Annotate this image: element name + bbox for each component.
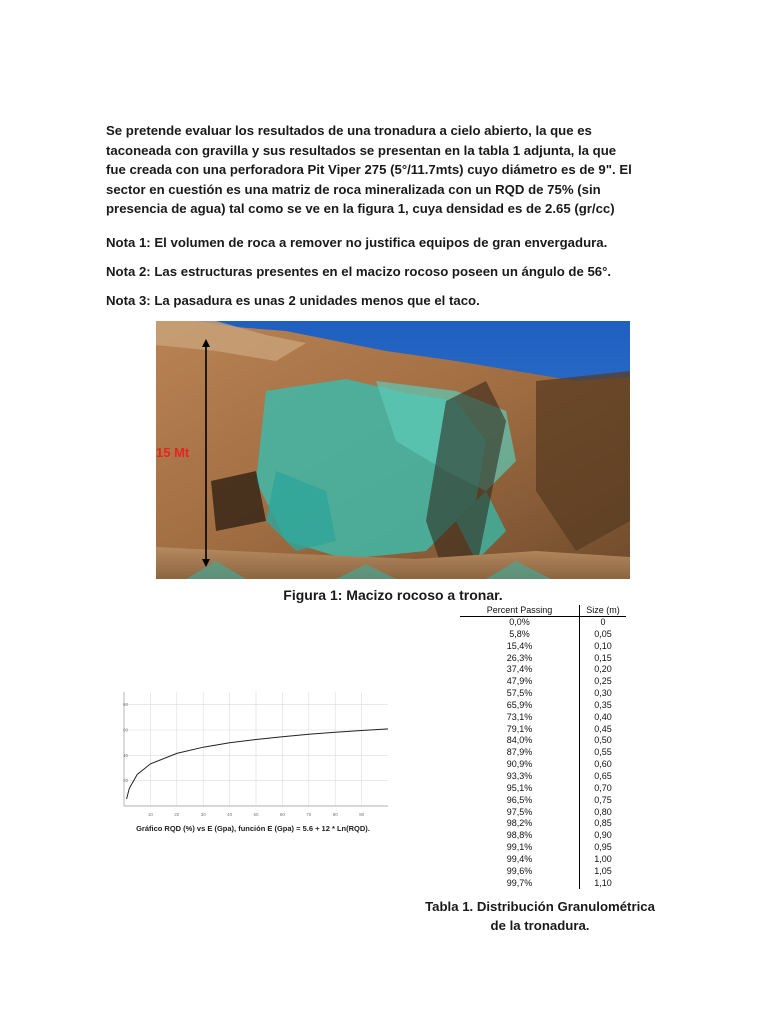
size-cell: 0,80 (580, 807, 627, 819)
table-row (460, 747, 626, 759)
percent-passing-cell: 0,0% (509, 617, 530, 627)
percent-passing-cell: 15,4% (506, 640, 533, 651)
percent-passing-cell: 96,5% (506, 794, 533, 805)
percent-passing-cell: 98,8% (506, 830, 533, 841)
percent-passing-cell: 87,9% (506, 747, 533, 758)
table-row (460, 795, 626, 807)
size-cell: 0,85 (580, 818, 627, 830)
table-caption-line-1: Tabla 1. Distribución Granulométrica (425, 899, 655, 914)
chart-x-tick-label: 50 (253, 812, 259, 817)
table-row (460, 866, 626, 878)
table-row (460, 759, 626, 771)
size-cell: 1,05 (580, 866, 627, 878)
table-row (460, 700, 626, 712)
chart-caption: Gráfico RQD (%) vs E (Gpa), función E (Gpa) = 5.6 + 12 * Ln(RQD). (136, 824, 370, 833)
table-row (460, 724, 626, 736)
size-cell: 0,05 (580, 629, 627, 641)
chart-x-tick-label: 90 (359, 812, 365, 817)
table-row (460, 688, 626, 700)
percent-passing-cell: 79,1% (506, 723, 533, 734)
percent-passing-cell: 5,8% (509, 628, 530, 639)
chart-x-tick-label: 30 (200, 812, 206, 817)
chart-y-tick-label: 80 (123, 702, 129, 708)
size-cell: 0,95 (580, 842, 627, 854)
percent-passing-cell: 37,4% (506, 664, 533, 675)
problem-statement: Se pretende evaluar los resultados de una tronadura a cielo abierto, la que es taconeada con gravilla y sus resultados se presentan en la tabla 1 adjunta, la que fue creada con una perforadora Pit Viper 275 (5°/11.7mts) cuyo diámetro es de 9". El sector en cuestión es una matriz de roca mineralizada con un RQD de 75% (sin presencia de agua) tal como se ve en la figura 1, cuya densidad es de 2.65 (gr/cc) (106, 123, 632, 216)
percent-passing-cell: 99,7% (506, 877, 533, 888)
table-row (460, 641, 626, 653)
percent-passing-cell: 97,5% (506, 806, 533, 817)
size-cell: 0,20 (580, 664, 627, 676)
table-caption-line-2: de la tronadura. (490, 918, 590, 933)
table-row (460, 617, 626, 629)
size-cell: 0,35 (580, 700, 627, 712)
percent-passing-cell: 26,3% (506, 652, 533, 663)
chart-x-tick-label: 40 (227, 812, 233, 817)
chart-y-tick-label: 20 (123, 778, 129, 784)
note-2: Nota 2: Las estructuras presentes en el macizo rocoso poseen un ángulo de 56°. (106, 264, 612, 279)
note-3: Nota 3: La pasadura es unas 2 unidades menos que el taco. (106, 293, 480, 308)
table-row (460, 783, 626, 795)
header-percent-passing: Percent Passing (460, 605, 580, 617)
chart-x-tick-label: 20 (174, 812, 180, 817)
size-cell: 0,40 (580, 712, 627, 724)
size-cell: 0,90 (580, 830, 627, 842)
table-row (460, 830, 626, 842)
percent-passing-cell: 98,2% (506, 818, 533, 829)
header-size: Size (m) (580, 605, 627, 617)
percent-passing-cell: 99,6% (506, 865, 533, 876)
rock-mass-illustration (156, 321, 630, 579)
granulometry-table (460, 605, 626, 889)
table-row (460, 818, 626, 830)
percent-passing-cell: 90,9% (506, 759, 533, 770)
rock-mass-photo (156, 321, 630, 579)
size-cell: 1,00 (580, 854, 627, 866)
size-cell: 0,30 (580, 688, 627, 700)
figure-caption: Figura 1: Macizo rocoso a tronar. (283, 587, 503, 603)
table-row (460, 676, 626, 688)
size-cell: 0,15 (580, 653, 627, 665)
size-cell: 0,25 (580, 676, 627, 688)
size-cell: 0,45 (580, 724, 627, 736)
chart-y-tick-label: 40 (123, 752, 129, 758)
size-cell: 0,55 (580, 747, 627, 759)
size-cell: 1,10 (580, 878, 627, 890)
size-cell: 0 (580, 617, 627, 629)
table-row (460, 854, 626, 866)
percent-passing-cell: 99,1% (506, 842, 533, 853)
table-row (460, 712, 626, 724)
percent-passing-cell: 95,1% (506, 782, 533, 793)
table-row (460, 664, 626, 676)
percent-passing-cell: 65,9% (506, 699, 533, 710)
size-cell: 0,65 (580, 771, 627, 783)
rqd-chart (108, 688, 398, 838)
table-caption (425, 897, 655, 935)
size-cell: 0,50 (580, 735, 627, 747)
percent-passing-cell: 73,1% (506, 711, 533, 722)
chart-x-tick-label: 70 (306, 812, 312, 817)
percent-passing-cell: 57,5% (506, 688, 533, 699)
note-1: Nota 1: El volumen de roca a remover no justifica equipos de gran envergadura. (106, 235, 608, 250)
table-row (460, 771, 626, 783)
table-row (460, 735, 626, 747)
table-row (460, 629, 626, 641)
chart-x-tick-label: 10 (147, 812, 153, 817)
table-row (460, 842, 626, 854)
chart-y-tick-label: 60 (123, 727, 129, 733)
percent-passing-cell: 84,0% (506, 735, 533, 746)
rqd-chart-svg (108, 688, 398, 828)
size-cell: 0,10 (580, 641, 627, 653)
size-cell: 0,75 (580, 795, 627, 807)
height-label: 15 Mt (156, 445, 190, 460)
chart-x-tick-label: 80 (332, 812, 338, 817)
size-cell: 0,60 (580, 759, 627, 771)
percent-passing-cell: 99,4% (506, 853, 533, 864)
size-cell: 0,70 (580, 783, 627, 795)
table-row (460, 807, 626, 819)
percent-passing-cell: 93,3% (506, 770, 533, 781)
chart-series-line (127, 729, 388, 799)
table-row (460, 878, 626, 890)
chart-x-tick-label: 60 (279, 812, 285, 817)
percent-passing-cell: 47,9% (506, 676, 533, 687)
table-row (460, 653, 626, 665)
